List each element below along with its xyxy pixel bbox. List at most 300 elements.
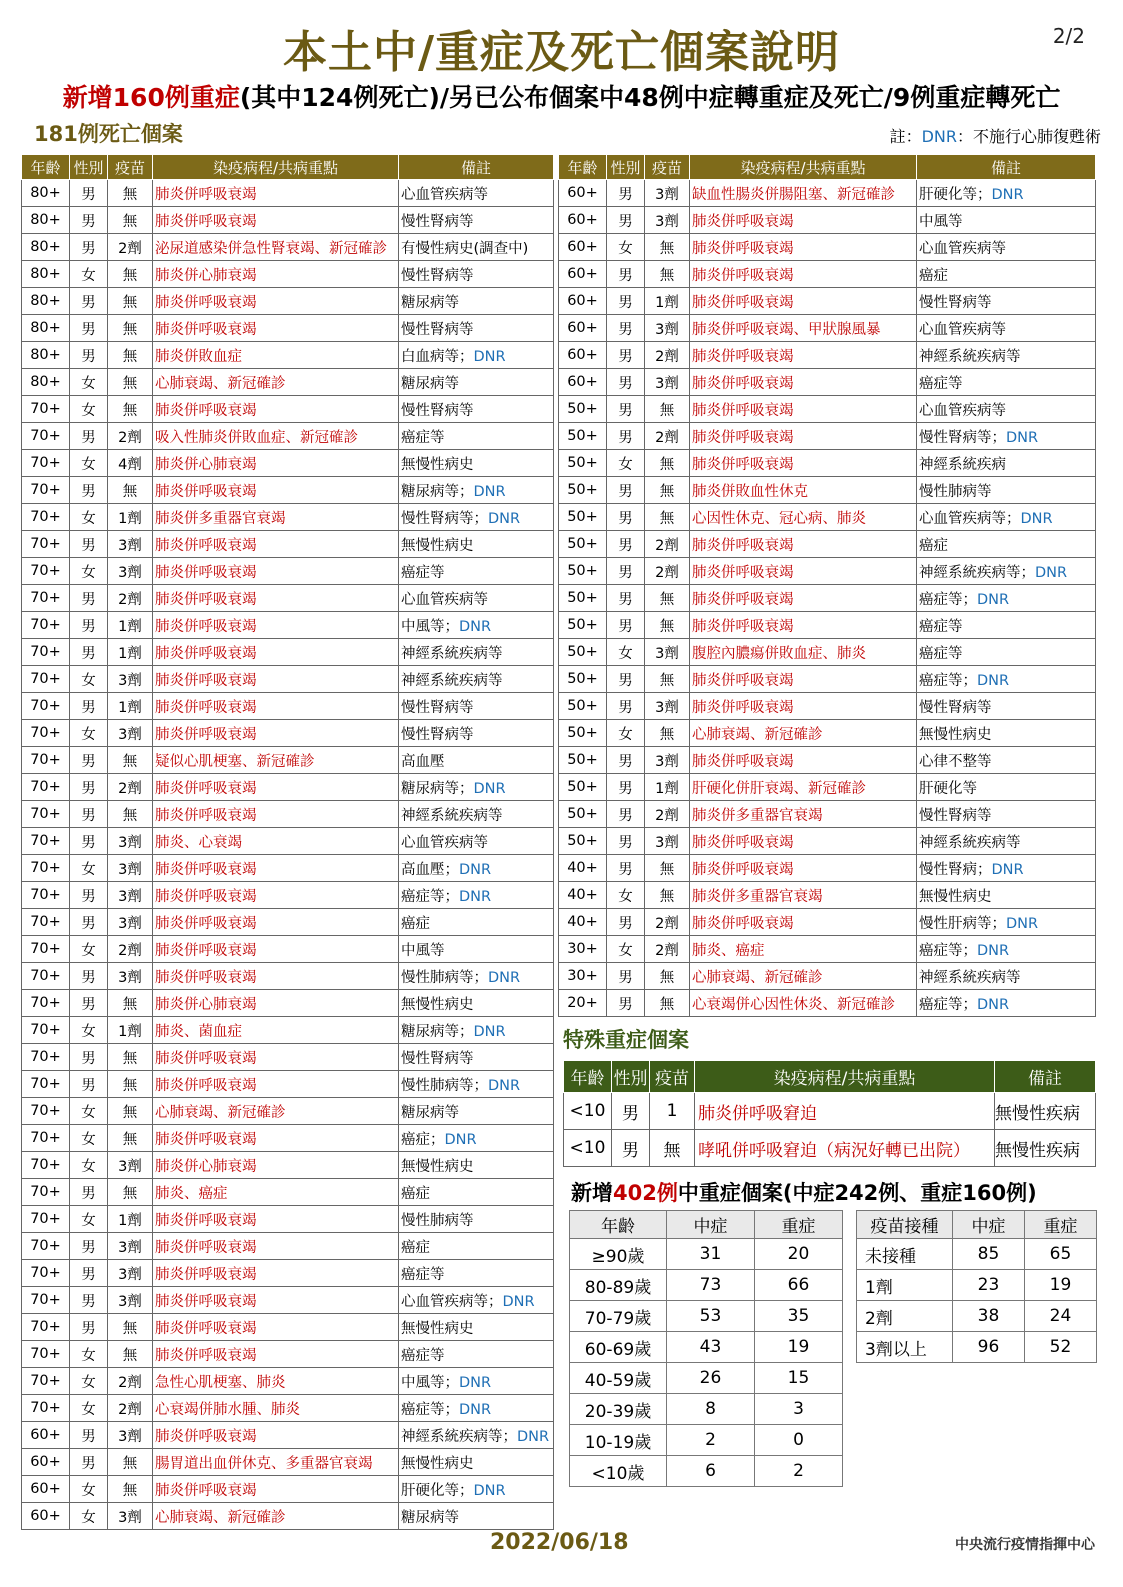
severe-count-cell: 15 bbox=[755, 1363, 843, 1394]
remark-text: 肝硬化等； bbox=[919, 186, 992, 203]
remark-text: 中風等 bbox=[401, 942, 445, 959]
subtitle-highlight: 新增160例重症 bbox=[62, 83, 240, 112]
remark-text: 慢性腎病等； bbox=[401, 510, 488, 527]
table-row bbox=[559, 990, 1096, 1017]
condition-cell: 肺炎併呼吸衰竭 bbox=[690, 234, 917, 261]
age-cell: 50+ bbox=[559, 828, 607, 855]
table-row bbox=[22, 639, 554, 666]
age-cell: 70+ bbox=[22, 828, 70, 855]
remark-text: 神經系統疾病等 bbox=[401, 672, 503, 689]
remark-text: 中風等； bbox=[401, 1374, 459, 1391]
remark-text: 慢性腎病等； bbox=[919, 429, 1006, 446]
remark-text: 癌症； bbox=[401, 1131, 445, 1148]
age-cell: 70+ bbox=[22, 477, 70, 504]
sex-cell: 男 bbox=[607, 666, 645, 693]
vaccine-cell: 無 bbox=[108, 1314, 153, 1341]
remark-cell bbox=[917, 207, 1096, 234]
remark-text: 慢性腎病等 bbox=[401, 726, 474, 743]
table-row bbox=[22, 963, 554, 990]
sex-cell: 男 bbox=[607, 423, 645, 450]
summary-heading-num: 402例 bbox=[613, 1181, 678, 1205]
age-cell: 60+ bbox=[22, 1422, 70, 1449]
table-row bbox=[570, 1239, 843, 1270]
age-cell: 60+ bbox=[559, 261, 607, 288]
vaccine-cell: 3劑 bbox=[108, 828, 153, 855]
table-row bbox=[559, 477, 1096, 504]
dnr-tag: DNR bbox=[459, 1374, 492, 1391]
vaccine-cell: 3劑 bbox=[108, 882, 153, 909]
remark-text: 糖尿病等 bbox=[401, 1509, 459, 1526]
sex-cell: 男 bbox=[612, 1130, 650, 1167]
sex-cell: 女 bbox=[607, 882, 645, 909]
condition-cell: 缺血性腸炎併腸阻塞、新冠確診 bbox=[690, 180, 917, 207]
condition-cell: 肺炎併呼吸衰竭 bbox=[690, 423, 917, 450]
dnr-tag: DNR bbox=[1006, 915, 1039, 932]
table-row bbox=[22, 369, 554, 396]
age-cell: 70+ bbox=[22, 936, 70, 963]
remark-cell bbox=[399, 1071, 554, 1098]
condition-cell: 肺炎併呼吸衰竭 bbox=[153, 207, 399, 234]
condition-cell: 肺炎併呼吸衰竭 bbox=[153, 396, 399, 423]
moderate-count-cell: 6 bbox=[667, 1456, 755, 1487]
vaccine-cell: 3劑 bbox=[108, 720, 153, 747]
remark-text: 癌症 bbox=[919, 537, 948, 554]
sex-cell: 男 bbox=[70, 909, 108, 936]
table-row bbox=[559, 234, 1096, 261]
condition-cell: 肺炎併呼吸衰竭 bbox=[153, 963, 399, 990]
remark-text: 神經系統疾病等 bbox=[401, 807, 503, 824]
table-row bbox=[570, 1394, 843, 1425]
remark-cell bbox=[917, 990, 1096, 1017]
remark-cell bbox=[917, 585, 1096, 612]
remark-text: 神經系統疾病等 bbox=[919, 834, 1021, 851]
header-age: 年齡 bbox=[564, 1061, 612, 1093]
dnr-tag: DNR bbox=[488, 510, 521, 527]
sex-cell: 男 bbox=[607, 342, 645, 369]
condition-cell: 肺炎併呼吸衰竭 bbox=[153, 1125, 399, 1152]
vaccine-cell: 無 bbox=[108, 990, 153, 1017]
sex-cell: 男 bbox=[70, 1233, 108, 1260]
vaccine-cell: 無 bbox=[645, 720, 690, 747]
remark-text: 無慢性病史 bbox=[401, 996, 474, 1013]
remark-cell bbox=[399, 1449, 554, 1476]
remark-cell bbox=[399, 1476, 554, 1503]
condition-cell: 肺炎併呼吸衰竭 bbox=[153, 855, 399, 882]
table-row bbox=[559, 828, 1096, 855]
table-row bbox=[22, 1233, 554, 1260]
table-row bbox=[22, 1449, 554, 1476]
table-row bbox=[559, 180, 1096, 207]
table-row bbox=[570, 1270, 843, 1301]
remark-cell bbox=[399, 342, 554, 369]
table-row bbox=[22, 423, 554, 450]
condition-cell: 肺炎併敗血性休克 bbox=[690, 477, 917, 504]
age-cell: 70+ bbox=[22, 747, 70, 774]
age-cell: 70+ bbox=[22, 693, 70, 720]
condition-cell: 肺炎併呼吸衰竭 bbox=[153, 720, 399, 747]
remark-cell bbox=[399, 612, 554, 639]
vaccine-cell: 2劑 bbox=[645, 801, 690, 828]
remark-cell bbox=[399, 720, 554, 747]
condition-cell: 肺炎併呼吸衰竭、甲狀腺風暴 bbox=[690, 315, 917, 342]
condition-cell: 腹腔內膿瘍併敗血症、肺炎 bbox=[690, 639, 917, 666]
table-row bbox=[22, 1422, 554, 1449]
vaccine-cell: 無 bbox=[108, 288, 153, 315]
remark-cell bbox=[399, 1368, 554, 1395]
remark-cell bbox=[917, 882, 1096, 909]
sex-cell: 男 bbox=[70, 342, 108, 369]
age-cell: 60-69歲 bbox=[570, 1332, 667, 1363]
age-cell: 70+ bbox=[22, 450, 70, 477]
severe-count-cell: 19 bbox=[755, 1332, 843, 1363]
dnr-tag: DNR bbox=[991, 186, 1024, 203]
sex-cell: 男 bbox=[70, 1044, 108, 1071]
table-row bbox=[570, 1301, 843, 1332]
header-age: 年齡 bbox=[570, 1211, 667, 1239]
table-row bbox=[559, 882, 1096, 909]
vaccine-cell: 無 bbox=[108, 180, 153, 207]
dnr-note bbox=[890, 124, 1101, 147]
remark-text: 糖尿病等 bbox=[401, 294, 459, 311]
remark-text: 糖尿病等； bbox=[401, 1023, 474, 1040]
age-cell: 50+ bbox=[559, 639, 607, 666]
vaccine-cell: 2劑 bbox=[108, 585, 153, 612]
table-row bbox=[22, 1476, 554, 1503]
remark-text: 慢性腎病等 bbox=[919, 807, 992, 824]
age-cell: 70+ bbox=[22, 855, 70, 882]
remark-text: 心血管疾病等 bbox=[401, 834, 488, 851]
condition-cell: 心肺衰竭、新冠確診 bbox=[153, 1503, 399, 1530]
condition-cell: 肺炎併心肺衰竭 bbox=[153, 1152, 399, 1179]
sex-cell: 男 bbox=[607, 504, 645, 531]
header-sex: 性別 bbox=[607, 155, 645, 180]
vaccine-cell: 無 bbox=[108, 369, 153, 396]
page-title: 本土中/重症及死亡個案說明 bbox=[282, 27, 841, 78]
note-prefix: 註： bbox=[889, 127, 922, 146]
vaccine-cell: 3劑 bbox=[108, 1422, 153, 1449]
remark-text: 癌症等 bbox=[401, 429, 445, 446]
age-cell: 80+ bbox=[22, 234, 70, 261]
condition-cell: 肺炎併多重器官衰竭 bbox=[690, 801, 917, 828]
condition-cell: 肺炎併呼吸衰竭 bbox=[690, 207, 917, 234]
sex-cell: 男 bbox=[70, 1314, 108, 1341]
sex-cell: 男 bbox=[70, 1179, 108, 1206]
remark-text: 白血病等； bbox=[401, 348, 474, 365]
sex-cell: 男 bbox=[70, 612, 108, 639]
remark-text: 神經系統疾病等； bbox=[401, 1428, 517, 1445]
dnr-tag: DNR bbox=[1035, 564, 1068, 581]
vaccine-cell: 2劑 bbox=[108, 234, 153, 261]
table-row bbox=[22, 342, 554, 369]
table-row bbox=[559, 423, 1096, 450]
remark-cell bbox=[399, 234, 554, 261]
table-row bbox=[22, 1206, 554, 1233]
table-row bbox=[559, 909, 1096, 936]
sex-cell: 男 bbox=[70, 585, 108, 612]
remark-text: 中風等； bbox=[401, 618, 459, 635]
vaccine-cell: 無 bbox=[645, 234, 690, 261]
remark-text: 心律不整等 bbox=[919, 753, 992, 770]
condition-cell: 肺炎併心肺衰竭 bbox=[153, 990, 399, 1017]
sex-cell: 男 bbox=[607, 801, 645, 828]
severe-count-cell: 2 bbox=[755, 1456, 843, 1487]
age-cell: <10歲 bbox=[570, 1456, 667, 1487]
table-row bbox=[559, 504, 1096, 531]
death-table-right bbox=[558, 154, 1096, 1017]
summary-heading-post: 中重症個案(中症242例、重症160例) bbox=[677, 1181, 1037, 1205]
remark-cell bbox=[399, 1341, 554, 1368]
remark-cell bbox=[917, 180, 1096, 207]
vaccine-cell: 無 bbox=[108, 477, 153, 504]
table-row bbox=[22, 1503, 554, 1530]
remark-cell bbox=[917, 639, 1096, 666]
sex-cell: 男 bbox=[607, 774, 645, 801]
remark-text: 癌症等； bbox=[401, 1401, 459, 1418]
sex-cell: 女 bbox=[70, 450, 108, 477]
age-cell: 50+ bbox=[559, 693, 607, 720]
report-date: 2022/06/18 bbox=[490, 1530, 629, 1555]
header-remark: 備註 bbox=[995, 1061, 1096, 1093]
remark-cell bbox=[917, 774, 1096, 801]
remark-text: 心血管疾病等 bbox=[919, 240, 1006, 257]
sex-cell: 男 bbox=[607, 369, 645, 396]
vaccine-cell: 無 bbox=[645, 963, 690, 990]
table-row bbox=[22, 1044, 554, 1071]
remark-text: 心血管疾病等； bbox=[919, 510, 1021, 527]
sex-cell: 男 bbox=[70, 774, 108, 801]
table-row bbox=[22, 1314, 554, 1341]
remark-cell bbox=[399, 909, 554, 936]
remark-text: 慢性腎病等 bbox=[401, 402, 474, 419]
vaccine-cell: 2劑 bbox=[645, 936, 690, 963]
remark-text: 癌症等； bbox=[919, 942, 977, 959]
remark-cell bbox=[399, 1098, 554, 1125]
remark-text: 慢性腎病等 bbox=[401, 213, 474, 230]
condition-cell: 肺炎併心肺衰竭 bbox=[153, 261, 399, 288]
age-cell: 60+ bbox=[559, 234, 607, 261]
age-cell: 50+ bbox=[559, 666, 607, 693]
sex-cell: 男 bbox=[70, 747, 108, 774]
condition-cell: 肺炎併呼吸衰竭 bbox=[153, 477, 399, 504]
dnr-tag: DNR bbox=[459, 888, 492, 905]
vaccine-cell: 無 bbox=[108, 1449, 153, 1476]
vaccine-cell: 無 bbox=[108, 1476, 153, 1503]
remark-cell bbox=[917, 234, 1096, 261]
vaccination-cell: 2劑 bbox=[857, 1301, 953, 1332]
sex-cell: 女 bbox=[70, 1098, 108, 1125]
table-row bbox=[22, 1368, 554, 1395]
header-sex: 性別 bbox=[70, 155, 108, 180]
remark-text: 無慢性病史 bbox=[919, 888, 992, 905]
vaccine-cell: 3劑 bbox=[108, 1260, 153, 1287]
sex-cell: 男 bbox=[607, 558, 645, 585]
vaccine-cell: 無 bbox=[645, 666, 690, 693]
sex-cell: 男 bbox=[607, 747, 645, 774]
remark-cell bbox=[399, 1125, 554, 1152]
vaccination-cell: 未接種 bbox=[857, 1239, 953, 1270]
sex-cell: 女 bbox=[70, 369, 108, 396]
table-row bbox=[857, 1301, 1097, 1332]
moderate-count-cell: 85 bbox=[953, 1239, 1025, 1270]
vaccine-cell: 1劑 bbox=[108, 612, 153, 639]
remark-text: 糖尿病等； bbox=[401, 483, 474, 500]
condition-cell: 肺炎併呼吸衰竭 bbox=[153, 288, 399, 315]
condition-cell: 心肺衰竭、新冠確診 bbox=[153, 369, 399, 396]
header-age: 年齡 bbox=[559, 155, 607, 180]
condition-cell: 肺炎併呼吸衰竭 bbox=[153, 666, 399, 693]
remark-cell bbox=[917, 801, 1096, 828]
sex-cell: 男 bbox=[607, 963, 645, 990]
condition-cell: 肺炎併多重器官衰竭 bbox=[690, 882, 917, 909]
sex-cell: 男 bbox=[70, 531, 108, 558]
header-severe: 重症 bbox=[755, 1211, 843, 1239]
condition-cell: 心衰竭併肺水腫、肺炎 bbox=[153, 1395, 399, 1422]
sex-cell: 男 bbox=[70, 315, 108, 342]
age-cell: 40+ bbox=[559, 909, 607, 936]
remark-text: 慢性腎病； bbox=[919, 861, 992, 878]
remark-text: 癌症等 bbox=[401, 1347, 445, 1364]
vaccine-cell: 無 bbox=[645, 612, 690, 639]
age-cell: 70+ bbox=[22, 882, 70, 909]
condition-cell: 肺炎併呼吸衰竭 bbox=[153, 1071, 399, 1098]
table-row bbox=[559, 396, 1096, 423]
sex-cell: 男 bbox=[607, 693, 645, 720]
remark-text: 無慢性病史 bbox=[919, 726, 992, 743]
age-cell: 70+ bbox=[22, 396, 70, 423]
vaccine-cell: 3劑 bbox=[645, 828, 690, 855]
table-row bbox=[22, 855, 554, 882]
condition-cell: 肺炎併呼吸衰竭 bbox=[153, 1044, 399, 1071]
sex-cell: 女 bbox=[70, 1152, 108, 1179]
vaccine-cell: 1劑 bbox=[108, 504, 153, 531]
sex-cell: 女 bbox=[70, 558, 108, 585]
sex-cell: 女 bbox=[70, 936, 108, 963]
age-cell: 70+ bbox=[22, 1341, 70, 1368]
remark-cell bbox=[399, 882, 554, 909]
condition-cell: 肺炎併呼吸衰竭 bbox=[153, 936, 399, 963]
remark-cell bbox=[917, 936, 1096, 963]
condition-cell: 肺炎併呼吸衰竭 bbox=[153, 1341, 399, 1368]
age-cell: 40-59歲 bbox=[570, 1363, 667, 1394]
age-cell: 70+ bbox=[22, 774, 70, 801]
table-row bbox=[22, 612, 554, 639]
vaccine-cell: 3劑 bbox=[108, 855, 153, 882]
remark-text: 慢性肺病等； bbox=[401, 1077, 488, 1094]
condition-cell: 急性心肌梗塞、肺炎 bbox=[153, 1368, 399, 1395]
remark-text: 慢性腎病等 bbox=[401, 1050, 474, 1067]
table-row bbox=[570, 1332, 843, 1363]
table-row bbox=[559, 963, 1096, 990]
age-cell: 70+ bbox=[22, 1098, 70, 1125]
age-cell: ≥90歲 bbox=[570, 1239, 667, 1270]
table-row bbox=[22, 1017, 554, 1044]
remark-cell bbox=[399, 1233, 554, 1260]
note-dnr: DNR bbox=[921, 127, 957, 146]
remark-cell bbox=[399, 450, 554, 477]
table-row bbox=[22, 774, 554, 801]
condition-cell: 心因性休克、冠心病、肺炎 bbox=[690, 504, 917, 531]
vaccine-cell: 2劑 bbox=[108, 936, 153, 963]
condition-cell: 肺炎併多重器官衰竭 bbox=[153, 504, 399, 531]
table-row bbox=[559, 747, 1096, 774]
sex-cell: 女 bbox=[70, 396, 108, 423]
dnr-tag: DNR bbox=[991, 861, 1024, 878]
header-condition: 染疫病程/共病重點 bbox=[690, 155, 917, 180]
age-cell: 60+ bbox=[559, 369, 607, 396]
note-suffix: ：不施行心肺復甦術 bbox=[956, 127, 1101, 146]
table-row bbox=[570, 1363, 843, 1394]
vaccine-cell: 2劑 bbox=[645, 342, 690, 369]
remark-cell bbox=[917, 963, 1096, 990]
sex-cell: 男 bbox=[607, 180, 645, 207]
vaccine-cell: 無 bbox=[108, 207, 153, 234]
remark-cell bbox=[399, 693, 554, 720]
condition-cell: 心肺衰竭、新冠確診 bbox=[690, 963, 917, 990]
remark-cell bbox=[399, 288, 554, 315]
severe-count-cell: 52 bbox=[1025, 1332, 1097, 1363]
vaccine-cell: 4劑 bbox=[108, 450, 153, 477]
sex-cell: 男 bbox=[70, 234, 108, 261]
age-cell: 50+ bbox=[559, 450, 607, 477]
severe-count-cell: 0 bbox=[755, 1425, 843, 1456]
table-row bbox=[559, 936, 1096, 963]
table-row bbox=[22, 990, 554, 1017]
remark-text: 神經系統疾病等 bbox=[919, 969, 1021, 986]
vaccine-cell: 無 bbox=[645, 504, 690, 531]
age-cell: 70+ bbox=[22, 504, 70, 531]
vaccine-cell: 無 bbox=[108, 315, 153, 342]
age-cell: 50+ bbox=[559, 558, 607, 585]
condition-cell: 肺炎併呼吸衰竭 bbox=[153, 1422, 399, 1449]
vaccine-cell: 3劑 bbox=[645, 693, 690, 720]
sex-cell: 女 bbox=[70, 261, 108, 288]
remark-cell bbox=[399, 558, 554, 585]
age-cell: 70+ bbox=[22, 1017, 70, 1044]
table-row bbox=[22, 1152, 554, 1179]
age-cell: 30+ bbox=[559, 963, 607, 990]
table-row bbox=[559, 855, 1096, 882]
table-row bbox=[22, 1098, 554, 1125]
condition-cell: 肺炎併呼吸衰竭 bbox=[153, 612, 399, 639]
table-row bbox=[22, 396, 554, 423]
remark-cell bbox=[399, 585, 554, 612]
vaccine-cell: 無 bbox=[645, 585, 690, 612]
table-row bbox=[22, 477, 554, 504]
table-row bbox=[22, 936, 554, 963]
remark-text: 糖尿病等； bbox=[401, 780, 474, 797]
condition-cell: 肺炎併呼吸衰竭 bbox=[153, 693, 399, 720]
header-sex: 性別 bbox=[612, 1061, 650, 1093]
vaccine-cell: 無 bbox=[645, 855, 690, 882]
vaccine-cell: 1劑 bbox=[108, 1017, 153, 1044]
condition-cell: 肺炎併呼吸衰竭 bbox=[153, 1233, 399, 1260]
remark-cell bbox=[399, 1422, 554, 1449]
table-row bbox=[22, 1395, 554, 1422]
sex-cell: 女 bbox=[70, 504, 108, 531]
vaccine-cell: 3劑 bbox=[108, 1503, 153, 1530]
sex-cell: 男 bbox=[607, 261, 645, 288]
remark-cell bbox=[399, 423, 554, 450]
remark-text: 糖尿病等 bbox=[401, 375, 459, 392]
age-cell: 50+ bbox=[559, 531, 607, 558]
condition-cell: 肺炎併呼吸衰竭 bbox=[690, 855, 917, 882]
table-row bbox=[22, 1287, 554, 1314]
vaccine-cell: 1劑 bbox=[108, 639, 153, 666]
header-vaccine: 疫苗 bbox=[645, 155, 690, 180]
remark-text: 癌症等； bbox=[401, 888, 459, 905]
vaccine-cell: 1 bbox=[650, 1093, 695, 1130]
summary-heading bbox=[571, 1177, 1037, 1207]
